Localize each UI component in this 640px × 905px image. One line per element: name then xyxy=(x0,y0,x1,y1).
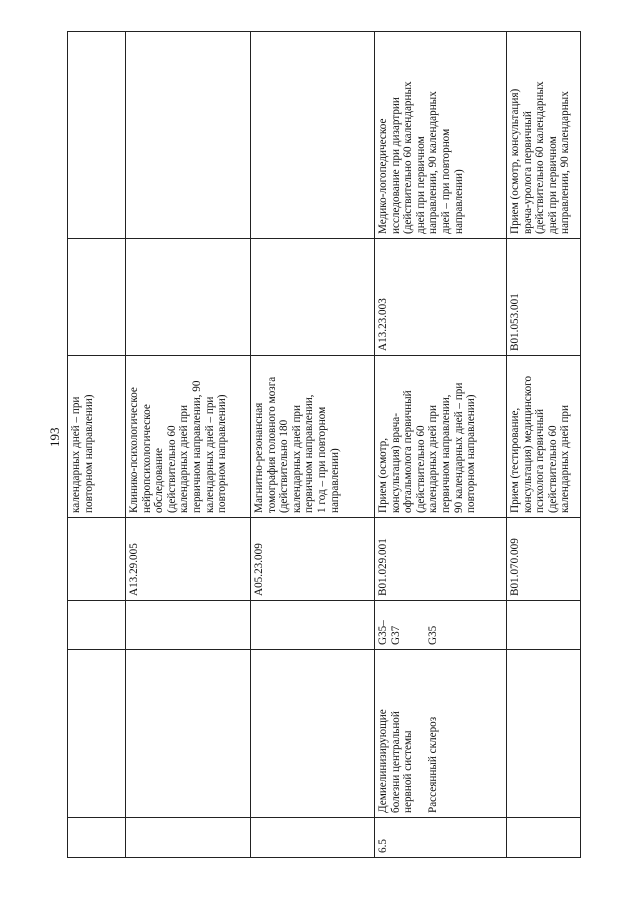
row-number xyxy=(507,818,581,858)
row-number xyxy=(251,818,375,858)
service-code xyxy=(68,518,126,601)
service-description-2: Прием (осмотр, консультация) врача-уролога первичный (действительно 60 календарных дней при первичном направлении, 90 календарных xyxy=(507,32,581,239)
row-number xyxy=(126,818,251,858)
page-number: 193 xyxy=(47,427,62,447)
service-code: A05.23.009 xyxy=(251,518,375,601)
disease-name xyxy=(251,650,375,818)
table-row xyxy=(126,32,251,858)
service-code: B01.070.009 xyxy=(507,518,581,601)
disease-name xyxy=(68,650,126,818)
service-description: Прием (осмотр, консультация) врача- офтальмолога первичный (действительно 60 календарных дней при первичном направлении, 90 календарных дней – при повторном направлении) xyxy=(375,356,507,518)
service-code-2: B01.053.001 xyxy=(507,239,581,356)
icd-code xyxy=(126,601,251,650)
disease-name xyxy=(126,650,251,818)
table-row xyxy=(68,32,126,858)
disease-name xyxy=(507,650,581,818)
service-description-2 xyxy=(126,32,251,239)
service-code-2 xyxy=(68,239,126,356)
service-description: Клинико-психологическое нейропсихологическое обследование (действительно 60 календарных дней при первичном направлении, 90 календарных дней – при повторном направлении) xyxy=(126,356,251,518)
service-code-2: A13.23.003 xyxy=(375,239,507,356)
table-row xyxy=(507,32,581,858)
icd-code: G35–G37 G35 xyxy=(375,601,507,650)
services-table xyxy=(67,31,581,858)
table-row xyxy=(375,32,507,858)
service-description: Магнитно-резонансная томография головного мозга (действительно 180 календарных дней при первичном направлении, 1 год – при повторном направлении) xyxy=(251,356,375,518)
service-code-2 xyxy=(251,239,375,356)
table-row xyxy=(251,32,375,858)
icd-code xyxy=(68,601,126,650)
icd-code xyxy=(507,601,581,650)
document-table-rotated xyxy=(67,32,580,858)
disease-name: Демиелинизирующие болезни центральной нервной системы Рассеянный склероз xyxy=(375,650,507,818)
service-code: A13.29.005 xyxy=(126,518,251,601)
service-description: календарных дней – при повторном направлении) xyxy=(68,356,126,518)
service-description: Прием (тестирование, консультация) медицинского психолога первичный (действительно 60 календарных дней при xyxy=(507,356,581,518)
service-description-2: Медико-логопедическое исследование при дизартрии (действительно 60 календарных дней при первичном направлении, 90 календарных дней – при повторном направлении) xyxy=(375,32,507,239)
row-number xyxy=(68,818,126,858)
icd-code xyxy=(251,601,375,650)
service-code-2 xyxy=(126,239,251,356)
service-description-2 xyxy=(251,32,375,239)
service-code: B01.029.001 xyxy=(375,518,507,601)
row-number: 6.5 xyxy=(375,818,507,858)
service-description-2 xyxy=(68,32,126,239)
